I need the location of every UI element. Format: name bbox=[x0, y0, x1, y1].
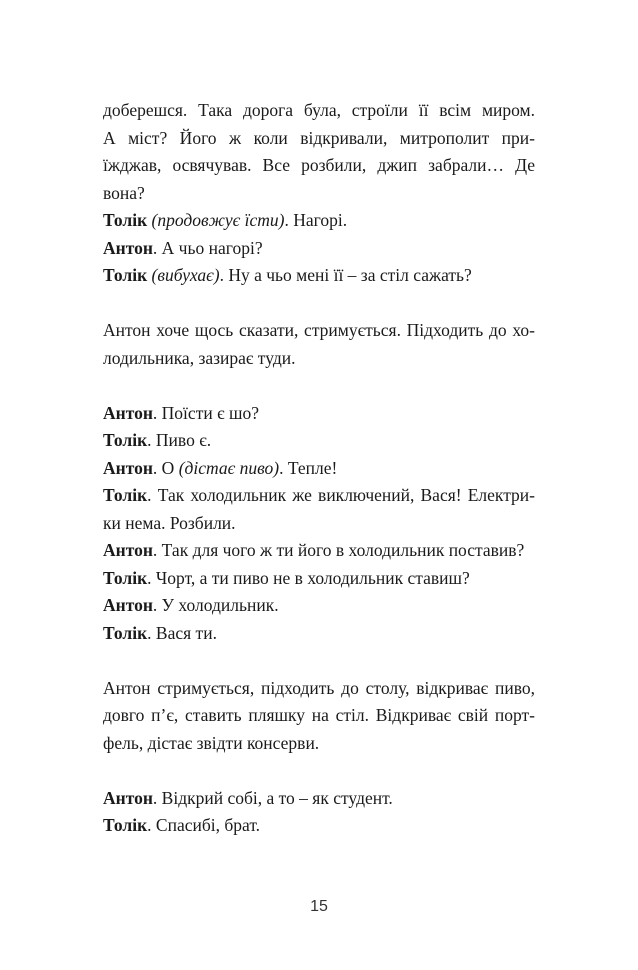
text-line: фель, дістає звідти консерви. bbox=[103, 732, 320, 753]
dialogue-line bbox=[103, 262, 535, 290]
dialogue-line bbox=[103, 207, 535, 235]
stage-direction: (продовжує їсти) bbox=[151, 210, 285, 230]
text-line: довго п’є, ставить пляшку на стіл. Відкриває свій порт- bbox=[103, 705, 535, 725]
speaker-name: Толік bbox=[103, 485, 148, 505]
speaker-name: Антон bbox=[103, 402, 153, 423]
speaker-name: Толік bbox=[103, 567, 148, 588]
paragraph-gap bbox=[103, 372, 535, 400]
text-line: Антон хоче щось сказати, стримується. Підходить до хо- bbox=[103, 320, 535, 340]
dialogue-text: . Спасибі, брат. bbox=[147, 815, 261, 835]
speaker-name: Толік bbox=[103, 210, 148, 230]
dialogue-block bbox=[103, 207, 535, 290]
dialogue-line bbox=[103, 620, 535, 648]
text-line: лодильника, зазирає туди. bbox=[103, 347, 296, 368]
opening-paragraph bbox=[103, 97, 535, 207]
dialogue-line bbox=[103, 785, 535, 813]
dialogue-text: . Чорт, а ти пиво не в холодильник ставиш? bbox=[147, 567, 470, 588]
dialogue-text: . У холодильник. bbox=[152, 595, 279, 615]
dialogue-text: . Поїсти є шо? bbox=[152, 402, 259, 423]
dialogue-line bbox=[103, 537, 535, 565]
speaker-name: Антон bbox=[103, 237, 153, 258]
dialogue-block bbox=[103, 785, 535, 840]
speaker-name: Толік bbox=[103, 430, 148, 450]
dialogue-line bbox=[103, 482, 535, 510]
dialogue-text: . Вася ти. bbox=[147, 622, 217, 643]
dialogue-text: . Так для чого ж ти його в холодильник поставив? bbox=[152, 540, 525, 560]
dialogue-line bbox=[103, 592, 535, 620]
dialogue-text: . Ну а чьо мені її – за стіл сажать? bbox=[219, 265, 472, 285]
text-line: вона? bbox=[103, 182, 145, 203]
dialogue-text: . Так холодильник же виключений, Вася! Електри- bbox=[147, 485, 535, 505]
speaker-name: Толік bbox=[103, 815, 148, 835]
book-page bbox=[103, 97, 535, 840]
stage-direction: (дістає пиво) bbox=[178, 457, 280, 478]
dialogue-text: . Пиво є. bbox=[147, 430, 212, 450]
paragraph-gap bbox=[103, 757, 535, 785]
dialogue-line-continued: ки нема. Розбили. bbox=[103, 512, 236, 533]
text-line: Антон стримується, підходить до столу, відкриває пиво, bbox=[103, 677, 535, 698]
stage-paragraph bbox=[103, 317, 535, 372]
dialogue-line bbox=[103, 812, 535, 840]
dialogue-line bbox=[103, 400, 535, 428]
speaker-name: Толік bbox=[103, 265, 148, 285]
speaker-name: Толік bbox=[103, 622, 148, 643]
stage-paragraph bbox=[103, 675, 535, 758]
text-line: їжджав, освячував. Все розбили, джип забрали… Де bbox=[103, 155, 535, 175]
speaker-name: Антон bbox=[103, 595, 153, 615]
speaker-name: Антон bbox=[103, 787, 153, 808]
speaker-name: Антон bbox=[103, 457, 153, 478]
dialogue-text: . Нагорі. bbox=[284, 210, 348, 230]
text-line: А міст? Його ж коли відкривали, митрополит при- bbox=[103, 127, 535, 148]
page-number: 15 bbox=[310, 898, 328, 915]
dialogue-block bbox=[103, 400, 535, 648]
stage-direction: (вибухає) bbox=[151, 265, 220, 285]
dialogue-line bbox=[103, 235, 535, 263]
paragraph-gap bbox=[103, 647, 535, 675]
speaker-name: Антон bbox=[103, 540, 153, 560]
dialogue-text: . Відкрий собі, а то – як студент. bbox=[152, 787, 393, 808]
text-line: доберешся. Така дорога була, строїли її всім миром. bbox=[103, 100, 535, 120]
dialogue-line bbox=[103, 455, 535, 483]
dialogue-line bbox=[103, 565, 535, 593]
dialogue-line bbox=[103, 427, 535, 455]
dialogue-text: . Тепле! bbox=[279, 457, 338, 478]
paragraph-gap bbox=[103, 290, 535, 318]
dialogue-text: . О bbox=[152, 457, 179, 478]
dialogue-text: . А чьо нагорі? bbox=[152, 237, 263, 258]
